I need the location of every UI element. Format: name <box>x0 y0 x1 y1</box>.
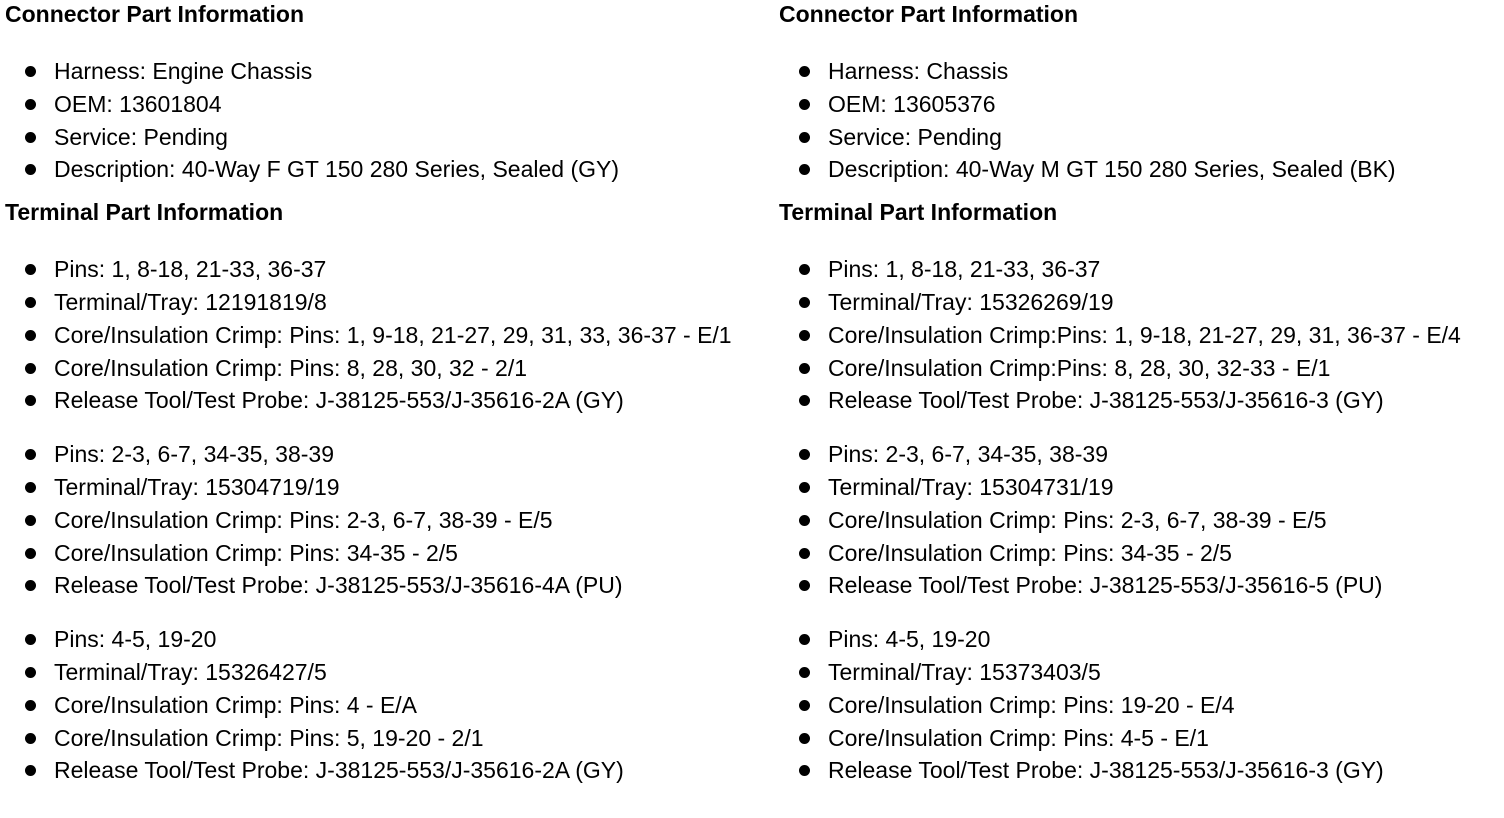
bullet-icon <box>25 667 36 678</box>
bullet-icon <box>799 297 810 308</box>
bullet-icon <box>25 297 36 308</box>
list-item: Core/Insulation Crimp: Pins: 4 - E/A <box>5 689 765 722</box>
list-item: Terminal/Tray: 15304731/19 <box>779 471 1499 504</box>
bullet-icon <box>799 548 810 559</box>
list-item: Pins: 4-5, 19-20 <box>779 623 1499 656</box>
list-item: Core/Insulation Crimp: Pins: 5, 19-20 - 2/1 <box>5 722 765 755</box>
bullet-icon <box>25 700 36 711</box>
bullet-icon <box>799 733 810 744</box>
bullet-icon <box>799 700 810 711</box>
list-item: Core/Insulation Crimp: Pins: 8, 28, 30, 32 - 2/1 <box>5 352 765 385</box>
list-item: OEM: 13601804 <box>5 88 765 121</box>
list-item: Harness: Chassis <box>779 55 1499 88</box>
list-item: Release Tool/Test Probe: J-38125-553/J-35616-2A (GY) <box>5 754 765 787</box>
right-connector-heading: Connector Part Information <box>779 1 1079 27</box>
left-terminal-group-2 <box>5 438 765 602</box>
bullet-icon <box>25 363 36 374</box>
bullet-icon <box>799 132 810 143</box>
bullet-icon <box>25 548 36 559</box>
list-item: Terminal/Tray: 15373403/5 <box>779 656 1499 689</box>
list-item: Service: Pending <box>779 121 1499 154</box>
list-item: Release Tool/Test Probe: J-38125-553/J-35616-4A (PU) <box>5 569 765 602</box>
left-connector-heading: Connector Part Information <box>5 1 305 27</box>
bullet-icon <box>25 482 36 493</box>
list-item: Terminal/Tray: 15326269/19 <box>779 286 1499 319</box>
bullet-icon <box>799 449 810 460</box>
left-connector-list <box>5 55 765 186</box>
left-terminal-group-3 <box>5 623 765 787</box>
bullet-icon <box>799 482 810 493</box>
list-item: Pins: 2-3, 6-7, 34-35, 38-39 <box>5 438 765 471</box>
bullet-icon <box>25 330 36 341</box>
list-item: Core/Insulation Crimp: Pins: 4-5 - E/1 <box>779 722 1499 755</box>
bullet-icon <box>25 264 36 275</box>
list-item: OEM: 13605376 <box>779 88 1499 121</box>
right-terminal-heading: Terminal Part Information <box>779 199 1058 226</box>
bullet-icon <box>25 164 36 175</box>
bullet-icon <box>799 66 810 77</box>
bullet-icon <box>25 66 36 77</box>
list-item: Release Tool/Test Probe: J-38125-553/J-35616-5 (PU) <box>779 569 1499 602</box>
right-terminal-group-2 <box>779 438 1499 602</box>
list-item: Description: 40-Way F GT 150 280 Series, Sealed (GY) <box>5 153 765 186</box>
bullet-icon <box>799 515 810 526</box>
list-item: Harness: Engine Chassis <box>5 55 765 88</box>
list-item: Terminal/Tray: 15304719/19 <box>5 471 765 504</box>
list-item: Core/Insulation Crimp: Pins: 19-20 - E/4 <box>779 689 1499 722</box>
list-item: Core/Insulation Crimp:Pins: 1, 9-18, 21-27, 29, 31, 36-37 - E/4 <box>779 319 1499 352</box>
bullet-icon <box>799 363 810 374</box>
right-terminal-group-3 <box>779 623 1499 787</box>
list-item: Terminal/Tray: 12191819/8 <box>5 286 765 319</box>
list-item: Core/Insulation Crimp: Pins: 34-35 - 2/5 <box>5 537 765 570</box>
bullet-icon <box>25 449 36 460</box>
list-item: Release Tool/Test Probe: J-38125-553/J-35616-3 (GY) <box>779 754 1499 787</box>
left-terminal-group-1 <box>5 253 765 417</box>
list-item: Terminal/Tray: 15326427/5 <box>5 656 765 689</box>
list-item: Core/Insulation Crimp: Pins: 34-35 - 2/5 <box>779 537 1499 570</box>
bullet-icon <box>25 395 36 406</box>
right-terminal-group-1 <box>779 253 1499 417</box>
list-item: Core/Insulation Crimp:Pins: 8, 28, 30, 32-33 - E/1 <box>779 352 1499 385</box>
list-item: Pins: 1, 8-18, 21-33, 36-37 <box>5 253 765 286</box>
bullet-icon <box>799 667 810 678</box>
bullet-icon <box>25 733 36 744</box>
right-connector-list <box>779 55 1499 186</box>
bullet-icon <box>799 99 810 110</box>
list-item: Core/Insulation Crimp: Pins: 2-3, 6-7, 38-39 - E/5 <box>5 504 765 537</box>
bullet-icon <box>25 99 36 110</box>
bullet-icon <box>799 264 810 275</box>
list-item: Service: Pending <box>5 121 765 154</box>
list-item: Release Tool/Test Probe: J-38125-553/J-35616-2A (GY) <box>5 384 765 417</box>
bullet-icon <box>25 132 36 143</box>
list-item: Pins: 4-5, 19-20 <box>5 623 765 656</box>
list-item: Core/Insulation Crimp: Pins: 1, 9-18, 21-27, 29, 31, 33, 36-37 - E/1 <box>5 319 765 352</box>
bullet-icon <box>799 164 810 175</box>
bullet-icon <box>799 765 810 776</box>
list-item: Core/Insulation Crimp: Pins: 2-3, 6-7, 38-39 - E/5 <box>779 504 1499 537</box>
left-terminal-heading: Terminal Part Information <box>5 199 284 226</box>
bullet-icon <box>799 634 810 645</box>
bullet-icon <box>25 765 36 776</box>
list-item: Description: 40-Way M GT 150 280 Series, Sealed (BK) <box>779 153 1499 186</box>
bullet-icon <box>799 580 810 591</box>
bullet-icon <box>25 634 36 645</box>
bullet-icon <box>799 395 810 406</box>
right-connector-column <box>779 0 1499 787</box>
bullet-icon <box>799 330 810 341</box>
list-item: Pins: 2-3, 6-7, 34-35, 38-39 <box>779 438 1499 471</box>
bullet-icon <box>25 580 36 591</box>
list-item: Release Tool/Test Probe: J-38125-553/J-35616-3 (GY) <box>779 384 1499 417</box>
bullet-icon <box>25 515 36 526</box>
left-connector-column <box>5 0 765 787</box>
list-item: Pins: 1, 8-18, 21-33, 36-37 <box>779 253 1499 286</box>
